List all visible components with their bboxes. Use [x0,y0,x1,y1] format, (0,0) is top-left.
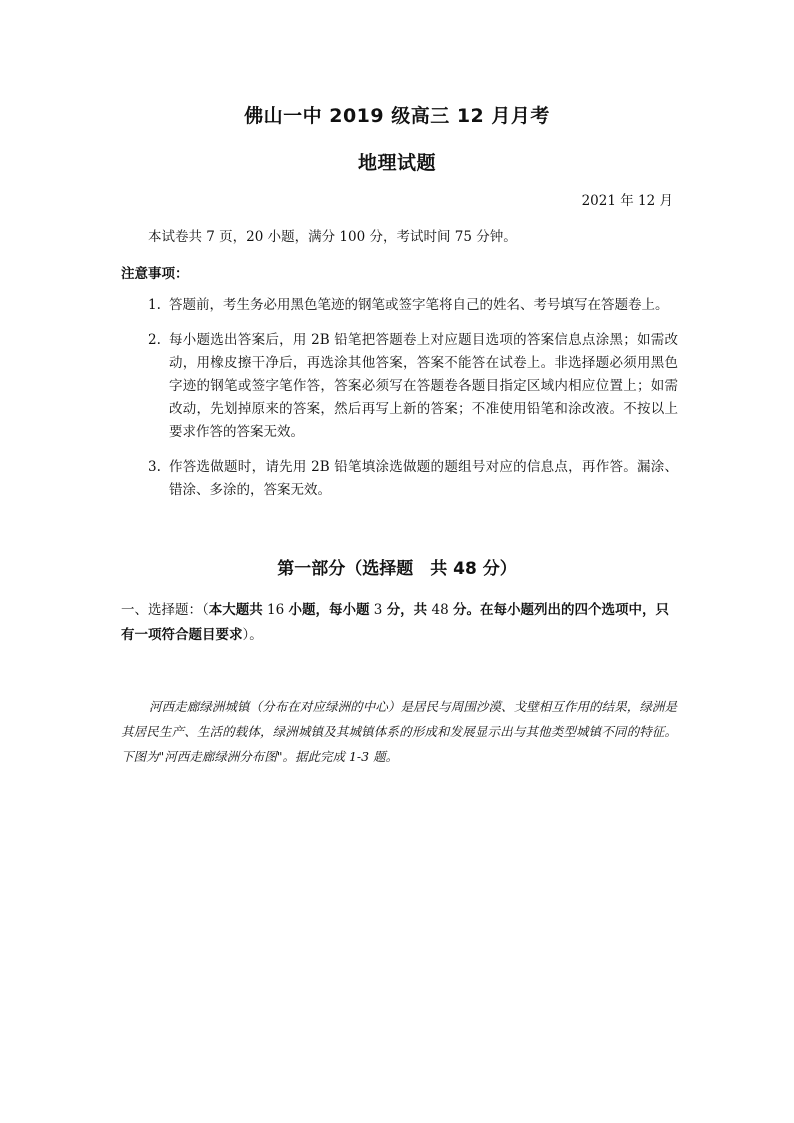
notice-item [148,456,678,502]
exam-subject-title: 地理试题 [357,152,436,174]
notice-item-number: 2. [148,332,161,348]
notice-item-number: 1. [148,297,161,313]
instruction-bold: 本大题共 [208,602,263,618]
instruction-total: 48 [427,602,453,618]
notice-item-text: 每小题选出答案后，用 2B 铅笔把答题卷上对应题目选项的答案信息点涂黑；如需改动，用橡皮擦干净后，再选涂其他答案，答案不能答在试卷上。非选择题必须用黑色字迹的钢笔或签字笔作答，答案必须写在答题卷各题目指定区域内相应位置上；如需改动，先划掉原来的答案，然后再写上新的答案；不准使用铅笔和涂改液。不按以上要求作答的答案无效。 [169,332,678,440]
section-instruction [121,598,677,648]
section-title: 第一部分（选择题 共 48 分） [277,559,517,579]
instruction-prefix: 一、选择题：（ [121,602,209,618]
notice-heading: 注意事项： [121,266,189,282]
reading-passage: 河西走廊绿洲城镇（分布在对应绿洲的中心）是居民与周围沙漠、戈壁相互作用的结果，绿洲是其居民生产、生活的载体，绿洲城镇及其城镇体系的形成和发展显示出与其他类型城镇不同的特征。下图为"河西走廊绿洲分布图"。据此完成 1-3 题。 [121,699,677,764]
instruction-points: 3 [369,602,387,618]
notice-item-text: 作答选做题时，请先用 2B 铅笔填涂选做题的题组号对应的信息点，再作答。漏涂、错涂、多涂的，答案无效。 [169,459,678,498]
instruction-bold: 小题，每小题 [288,602,370,618]
notice-item-number: 3. [148,459,161,475]
instruction-bold: 分，共 [386,602,428,618]
instruction-count: 16 [262,602,289,618]
instruction-suffix: ）。 [242,627,263,643]
notice-list [148,294,678,514]
notice-item-text: 答题前，考生务必用黑色笔迹的钢笔或签字笔将自己的姓名、考号填写在答题卷上。 [169,297,669,313]
notice-item [148,294,678,317]
exam-title: 佛山一中 2019 级高三 12 月月考 [244,105,550,127]
exam-date: 2021 年 12 月 [581,193,673,209]
exam-intro: 本试卷共 7 页，20 小题，满分 100 分，考试时间 75 分钟。 [148,229,517,245]
notice-item [148,329,678,444]
instruction-bold: 分。在每小题列出的四个选项中，只有一项符合题目要求 [121,602,669,643]
